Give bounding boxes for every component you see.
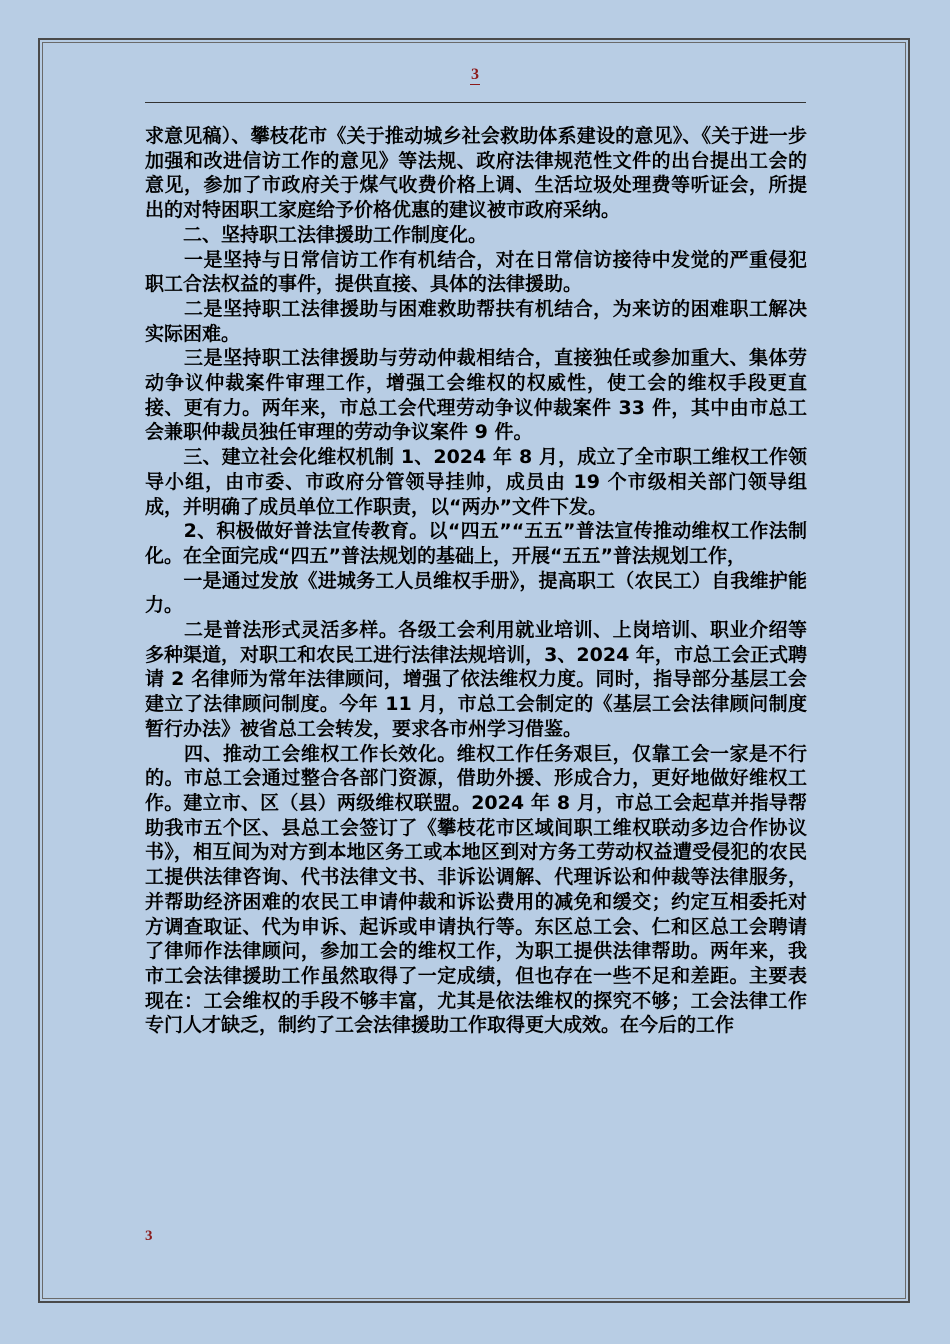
paragraph: 三是坚持职工法律援助与劳动仲裁相结合，直接独任或参加重大、集体劳动争议仲裁案件审理工作，增强工会维权的权威性，使工会的维权手段更直接、更有力。两年来，市总工会代理劳动争议仲裁案件 33 件，其中由市总工会兼职仲裁员独任审理的劳动争议案件 9 件。 bbox=[145, 347, 807, 444]
paragraph: 三、建立社会化维权机制 1、2024 年 8 月，成立了全市职工维权工作领导小组，由市委、市政府分管领导挂帅，成员由 19 个市级相关部门领导组成，并明确了成员单位工作职责，以“两办”文件下发。 bbox=[145, 446, 807, 518]
paragraph: 一是通过发放《进城务工人员维权手册》，提高职工（农民工）自我维护能力。 bbox=[145, 569, 807, 617]
footer-page-number: 3 bbox=[145, 1228, 153, 1244]
paragraph: 一是坚持与日常信访工作有机结合，对在日常信访接待中发觉的严重侵犯职工合法权益的事件，提供直接、具体的法律援助。 bbox=[145, 248, 807, 296]
section-heading: 二、坚持职工法律援助工作制度化。 bbox=[145, 223, 488, 246]
paragraph: 四、推动工会维权工作长效化。维权工作任务艰巨，仅靠工会一家是不行的。市总工会通过整合各部门资源，借助外援、形成合力，更好地做好维权工作。建立市、区（县）两级维权联盟。2024 年 8 月，市总工会起草并指导帮助我市五个区、县总工会签订了《攀枝花市区域间职工维权联动多边合作协议书》，相互间为对方到本地区务工或本地区到对方务工劳动权益遭受侵犯的农民工提供法律咨询、代书法律文书、非诉讼调解、代理诉讼和仲裁等法律服务，并帮助经济困难的农民工申请仲裁和诉讼费用的减免和缓交；约定互相委托对方调查取证、代为申诉、起诉或申请执行等。东区总工会、仁和区总工会聘请了律师作法律顾问，参加工会的维权工作，为职工提供法律帮助。两年来，我市工会法律援助工作虽然取得了一定成绩，但也存在一些不足和差距。主要表现在：工会维权的手段不够丰富，尤其是依法维权的探究不够；工会法律工作专门人才缺乏，制约了工会法律援助工作取得更大成效。在今后的工作 bbox=[145, 742, 807, 1037]
paragraph: 求意见稿）、攀枝花市《关于推动城乡社会救助体系建设的意见》、《关于进一步加强和改进信访工作的意见》等法规、政府法律规范性文件的出台提出工会的意见，参加了市政府关于煤气收费价格上调、生活垃圾处理费等听证会，所提出的对特困职工家庭给予价格优惠的建议被市政府采纳。 bbox=[145, 125, 807, 222]
paragraph: 二是普法形式灵活多样。各级工会利用就业培训、上岗培训、职业介绍等多种渠道，对职工和农民工进行法律法规培训，3、2024 年，市总工会正式聘请 2 名律师为常年法律顾问，增强了依法维权力度。同时，指导部分基层工会建立了法律顾问制度。今年 11 月，市总工会制定的《基层工会法律顾问制度暂行办法》被省总工会转发，要求各市州学习借鉴。 bbox=[145, 619, 807, 740]
paragraph: 2、积极做好普法宣传教育。以“四五”“五五”普法宣传推动维权工作法制化。在全面完成“四五”普法规划的基础上，开展“五五”普法规划工作， bbox=[145, 520, 807, 567]
paragraph: 二是坚持职工法律援助与困难救助帮扶有机结合，为来访的困难职工解决实际困难。 bbox=[145, 297, 807, 345]
header-rule bbox=[145, 102, 806, 103]
document-body bbox=[145, 124, 807, 1038]
header-page-number bbox=[0, 66, 950, 84]
header-page-number-text: 3 bbox=[471, 66, 479, 83]
